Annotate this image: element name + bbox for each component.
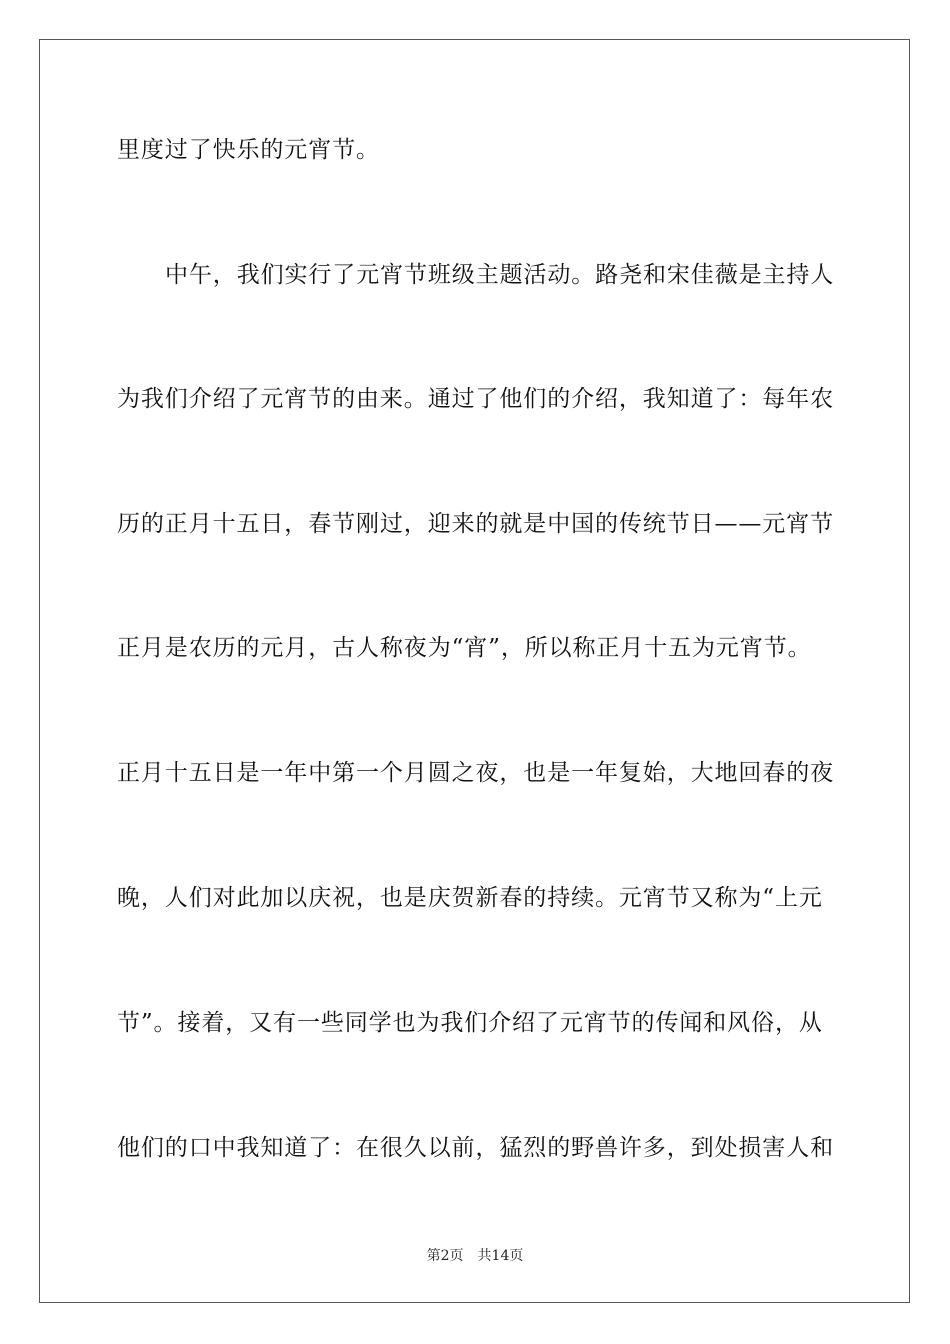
text-line-3: 为我们介绍了元宵节的由来。通过了他们的介绍，我知道了：每年农 [117,386,834,412]
text-line-2: 中午，我们实行了元宵节班级主题活动。路尧和宋佳薇是主持人 [165,262,835,288]
text-line-4: 历的正月十五日，春节刚过，迎来的就是中国的传统节日——元宵节 [117,511,834,537]
text-line-7: 晚，人们对此加以庆祝，也是庆贺新春的持续。元宵节又称为“上元 [117,885,823,911]
text-line-8: 节”。接着，又有一些同学也为我们介绍了元宵节的传闻和风俗，从 [117,1010,823,1036]
text-line-6: 正月十五日是一年中第一个月圆之夜，也是一年复始，大地回春的夜 [117,760,834,786]
text-line-1: 里度过了快乐的元宵节。 [117,137,380,163]
text-line-5: 正月是农历的元月，古人称夜为“宵”，所以称正月十五为元宵节。 [117,635,812,661]
page-total: 共14页 [477,1248,524,1264]
page-number: 第2页 [426,1248,464,1264]
page-border [39,39,910,1303]
text-line-9: 他们的口中我知道了：在很久以前，猛烈的野兽许多，到处损害人和 [117,1135,834,1161]
page-footer [0,1247,950,1265]
